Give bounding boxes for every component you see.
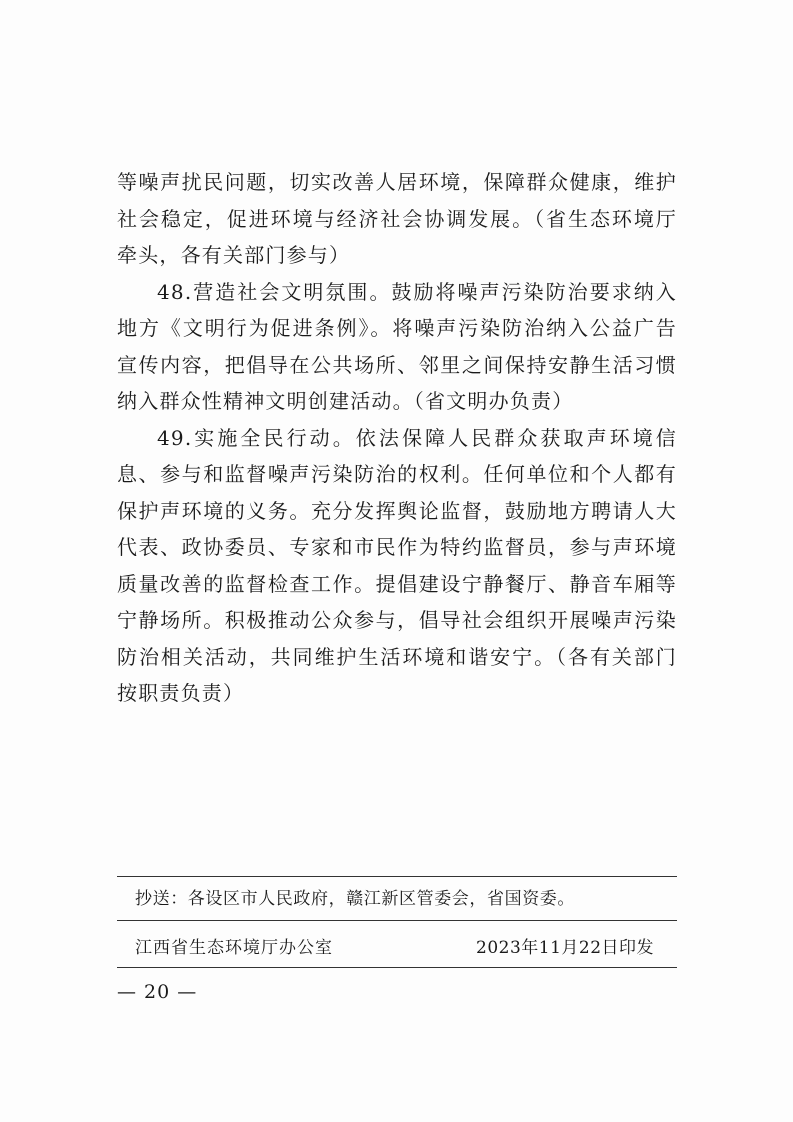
footer-top-rule [117, 876, 677, 877]
issuing-office: 江西省生态环境厅办公室 [135, 938, 333, 958]
footer-bottom-rule [117, 967, 677, 968]
footer-middle-rule [117, 920, 677, 921]
paragraph-item-48: 48.营造社会文明氛围。鼓励将噪声污染防治要求纳入地方《文明行为促进条例》。将噪声污染防治纳入公益广告宣传内容，把倡导在公共场所、邻里之间保持安静生活习惯纳入群众性精神文明创建活动。（省文明办负责） [117, 279, 677, 413]
document-body [117, 164, 677, 712]
paragraph-continued: 等噪声扰民问题，切实改善人居环境，保障群众健康，维护社会稳定，促进环境与经济社会协调发展。（省生态环境厅牵头，各有关部门参与） [117, 170, 677, 267]
paragraph-item-49: 49.实施全民行动。依法保障人民群众获取声环境信息、参与和监督噪声污染防治的权利。任何单位和个人都有保护声环境的义务。充分发挥舆论监督，鼓励地方聘请人大代表、政协委员、专家和市民作为特约监督员，参与声环境质量改善的监督检查工作。提倡建设宁静餐厅、静音车厢等宁静场所。积极推动公众参与，倡导社会组织开展噪声污染防治相关活动，共同维护生活环境和谐安宁。（各有关部门按职责负责） [117, 425, 677, 705]
page-number: — 20 — [117, 981, 198, 1003]
cc-recipients: 抄送：各设区市人民政府，赣江新区管委会，省国资委。 [135, 889, 575, 909]
issue-date: 2023年11月22日印发 [476, 938, 655, 958]
